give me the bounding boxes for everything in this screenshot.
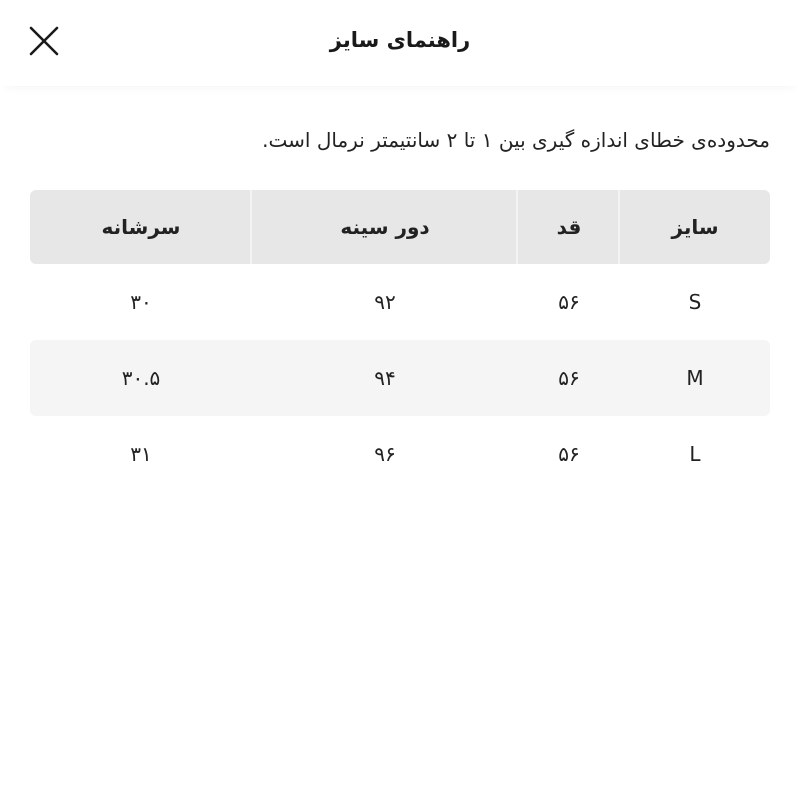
cell-height: ۵۶ bbox=[558, 290, 580, 314]
cell-shoulder: ۳۰ bbox=[130, 290, 152, 314]
table-row bbox=[30, 416, 770, 492]
cell-size: L bbox=[689, 442, 701, 466]
column-header-size: سایز bbox=[618, 190, 770, 264]
cell-shoulder: ۳۱ bbox=[130, 442, 152, 466]
cell-height: ۵۶ bbox=[558, 366, 580, 390]
column-header-shoulder: سرشانه bbox=[101, 215, 181, 239]
page-title: راهنمای سایز bbox=[329, 28, 471, 52]
measurement-note: محدوده‌ی خطای اندازه گیری بین ۱ تا ۲ سانتیمتر نرمال است. bbox=[262, 128, 770, 152]
cell-shoulder: ۳۰.۵ bbox=[121, 366, 161, 390]
table-row bbox=[30, 340, 770, 416]
cell-chest: ۹۲ bbox=[374, 290, 396, 314]
table-row bbox=[30, 264, 770, 340]
cell-chest: ۹۶ bbox=[374, 442, 396, 466]
cell-size: M bbox=[686, 366, 704, 390]
cell-size: S bbox=[688, 290, 702, 314]
table-header-row bbox=[30, 190, 770, 264]
column-header-height: قد bbox=[516, 190, 620, 264]
cell-height: ۵۶ bbox=[558, 442, 580, 466]
column-header-chest: دور سینه bbox=[250, 190, 518, 264]
header bbox=[0, 0, 800, 86]
cell-chest: ۹۴ bbox=[374, 366, 396, 390]
size-table bbox=[30, 190, 770, 492]
